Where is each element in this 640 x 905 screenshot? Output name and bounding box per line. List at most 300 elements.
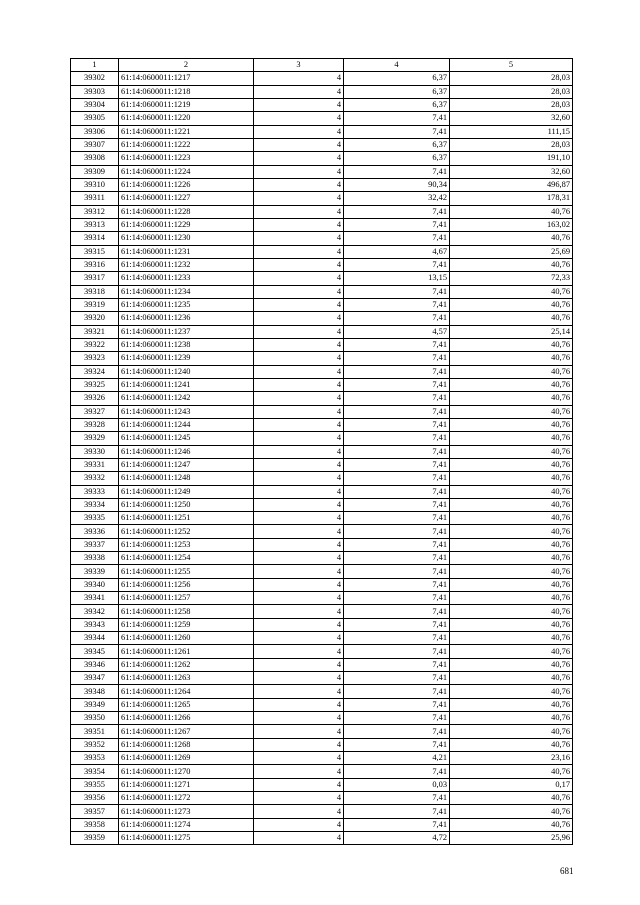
table-cell-col-5: 40,76	[450, 805, 573, 818]
table-cell-col-3: 4	[254, 698, 344, 711]
table-cell-col-2: 61:14:0600011:1260	[119, 632, 254, 645]
table-cell-col-3: 4	[254, 218, 344, 231]
table-cell-col-5: 40,76	[450, 538, 573, 551]
table-cell-col-2: 61:14:0600011:1264	[119, 685, 254, 698]
table-cell-col-2: 61:14:0600011:1244	[119, 418, 254, 431]
table-row	[71, 552, 573, 565]
table-cell-col-2: 61:14:0600011:1248	[119, 472, 254, 485]
table-cell-col-4: 7,41	[344, 405, 450, 418]
table-cell-col-2: 61:14:0600011:1220	[119, 112, 254, 125]
table-cell-col-3: 4	[254, 232, 344, 245]
table-cell-col-2: 61:14:0600011:1275	[119, 832, 254, 845]
table-cell-col-3: 4	[254, 72, 344, 85]
table-row	[71, 472, 573, 485]
table-cell-col-5: 40,76	[450, 418, 573, 431]
table-cell-col-5: 40,76	[450, 405, 573, 418]
table-row	[71, 832, 573, 845]
table-cell-col-4: 7,41	[344, 725, 450, 738]
table-row	[71, 352, 573, 365]
table-cell-col-3: 4	[254, 272, 344, 285]
table-cell-col-2: 61:14:0600011:1217	[119, 72, 254, 85]
table-cell-col-5: 40,76	[450, 485, 573, 498]
table-cell-col-5: 40,76	[450, 792, 573, 805]
table-row	[71, 792, 573, 805]
table-cell-col-1: 39336	[71, 525, 119, 538]
table-cell-col-5: 40,76	[450, 658, 573, 671]
table-cell-col-4: 6,37	[344, 72, 450, 85]
table-cell-col-4: 6,37	[344, 152, 450, 165]
table-cell-col-2: 61:14:0600011:1228	[119, 205, 254, 218]
table-cell-col-3: 4	[254, 312, 344, 325]
table-cell-col-1: 39334	[71, 498, 119, 511]
table-cell-col-4: 7,41	[344, 658, 450, 671]
table-row	[71, 525, 573, 538]
table-cell-col-2: 61:14:0600011:1251	[119, 512, 254, 525]
table-cell-col-1: 39314	[71, 232, 119, 245]
table-row	[71, 365, 573, 378]
table-cell-col-4: 7,41	[344, 392, 450, 405]
table-cell-col-1: 39310	[71, 178, 119, 191]
table-cell-col-4: 7,41	[344, 112, 450, 125]
table-cell-col-3: 4	[254, 632, 344, 645]
table-cell-col-2: 61:14:0600011:1262	[119, 658, 254, 671]
table-cell-col-1: 39303	[71, 85, 119, 98]
table-cell-col-3: 4	[254, 458, 344, 471]
table-row	[71, 152, 573, 165]
table-cell-col-3: 4	[254, 138, 344, 151]
table-cell-col-5: 40,76	[450, 685, 573, 698]
table-cell-col-4: 7,41	[344, 472, 450, 485]
table-cell-col-4: 7,41	[344, 258, 450, 271]
table-cell-col-4: 7,41	[344, 165, 450, 178]
table-cell-col-2: 61:14:0600011:1250	[119, 498, 254, 511]
table-cell-col-4: 7,41	[344, 285, 450, 298]
table-cell-col-2: 61:14:0600011:1223	[119, 152, 254, 165]
table-cell-col-5: 32,60	[450, 165, 573, 178]
table-cell-col-2: 61:14:0600011:1268	[119, 738, 254, 751]
table-cell-col-4: 7,41	[344, 485, 450, 498]
table-cell-col-4: 7,41	[344, 818, 450, 831]
table-cell-col-3: 4	[254, 525, 344, 538]
table-cell-col-3: 4	[254, 498, 344, 511]
table-row	[71, 818, 573, 831]
table-cell-col-3: 4	[254, 605, 344, 618]
table-cell-col-2: 61:14:0600011:1240	[119, 365, 254, 378]
table-cell-col-5: 40,76	[450, 712, 573, 725]
table-cell-col-5: 40,76	[450, 512, 573, 525]
table-cell-col-4: 7,41	[344, 552, 450, 565]
table-row	[71, 138, 573, 151]
table-row	[71, 605, 573, 618]
table-cell-col-4: 4,21	[344, 752, 450, 765]
table-cell-col-5: 40,76	[450, 578, 573, 591]
table-cell-col-3: 4	[254, 85, 344, 98]
table-cell-col-4: 7,41	[344, 498, 450, 511]
table-cell-col-5: 496,87	[450, 178, 573, 191]
table-row	[71, 218, 573, 231]
table-cell-col-1: 39320	[71, 312, 119, 325]
table-row	[71, 178, 573, 191]
table-cell-col-5: 40,76	[450, 392, 573, 405]
table-cell-col-2: 61:14:0600011:1271	[119, 778, 254, 791]
table-cell-col-4: 7,41	[344, 578, 450, 591]
table-cell-col-2: 61:14:0600011:1232	[119, 258, 254, 271]
table-cell-col-4: 4,72	[344, 832, 450, 845]
table-cell-col-2: 61:14:0600011:1274	[119, 818, 254, 831]
table-row	[71, 685, 573, 698]
table-cell-col-2: 61:14:0600011:1243	[119, 405, 254, 418]
table-cell-col-1: 39307	[71, 138, 119, 151]
table-cell-col-1: 39342	[71, 605, 119, 618]
table-cell-col-5: 40,76	[450, 458, 573, 471]
table-cell-col-2: 61:14:0600011:1253	[119, 538, 254, 551]
table-cell-col-3: 4	[254, 378, 344, 391]
table-row	[71, 805, 573, 818]
table-cell-col-2: 61:14:0600011:1236	[119, 312, 254, 325]
table-row	[71, 632, 573, 645]
table-cell-col-5: 40,76	[450, 765, 573, 778]
table-cell-col-1: 39355	[71, 778, 119, 791]
data-table	[70, 58, 573, 845]
table-cell-col-3: 4	[254, 152, 344, 165]
table-row	[71, 165, 573, 178]
table-cell-col-2: 61:14:0600011:1224	[119, 165, 254, 178]
table-cell-col-5: 40,76	[450, 365, 573, 378]
table-row	[71, 112, 573, 125]
table-cell-col-2: 61:14:0600011:1226	[119, 178, 254, 191]
table-cell-col-5: 40,76	[450, 618, 573, 631]
table-cell-col-1: 39323	[71, 352, 119, 365]
table-cell-col-1: 39341	[71, 592, 119, 605]
table-cell-col-1: 39329	[71, 432, 119, 445]
table-cell-col-3: 4	[254, 818, 344, 831]
table-cell-col-2: 61:14:0600011:1257	[119, 592, 254, 605]
table-cell-col-1: 39349	[71, 698, 119, 711]
table-cell-col-5: 40,76	[450, 565, 573, 578]
table-cell-col-1: 39312	[71, 205, 119, 218]
table-cell-col-5: 40,76	[450, 298, 573, 311]
table-cell-col-5: 40,76	[450, 445, 573, 458]
table-cell-col-1: 39344	[71, 632, 119, 645]
table-cell-col-4: 7,41	[344, 605, 450, 618]
table-cell-col-4: 7,41	[344, 792, 450, 805]
table-cell-col-4: 7,41	[344, 458, 450, 471]
table-cell-col-3: 4	[254, 98, 344, 111]
table-cell-col-2: 61:14:0600011:1252	[119, 525, 254, 538]
table-cell-col-5: 40,76	[450, 432, 573, 445]
table-cell-col-1: 39319	[71, 298, 119, 311]
table-cell-col-5: 40,76	[450, 232, 573, 245]
table-row	[71, 285, 573, 298]
table-cell-col-5: 40,76	[450, 525, 573, 538]
table-cell-col-2: 61:14:0600011:1229	[119, 218, 254, 231]
table-cell-col-3: 4	[254, 352, 344, 365]
table-cell-col-3: 4	[254, 752, 344, 765]
table-cell-col-1: 39350	[71, 712, 119, 725]
table-cell-col-5: 40,76	[450, 818, 573, 831]
table-cell-col-2: 61:14:0600011:1259	[119, 618, 254, 631]
table-cell-col-3: 4	[254, 658, 344, 671]
table-cell-col-1: 39309	[71, 165, 119, 178]
table-cell-col-5: 40,76	[450, 738, 573, 751]
table-cell-col-5: 0,17	[450, 778, 573, 791]
table-cell-col-4: 7,41	[344, 378, 450, 391]
table-cell-col-5: 40,76	[450, 312, 573, 325]
table-cell-col-3: 4	[254, 672, 344, 685]
table-cell-col-3: 4	[254, 778, 344, 791]
table-cell-col-2: 61:14:0600011:1231	[119, 245, 254, 258]
table-cell-col-1: 39302	[71, 72, 119, 85]
table-cell-col-4: 7,41	[344, 445, 450, 458]
table-cell-col-3: 4	[254, 192, 344, 205]
table-cell-col-2: 61:14:0600011:1230	[119, 232, 254, 245]
table-cell-col-3: 4	[254, 125, 344, 138]
table-cell-col-4: 7,41	[344, 632, 450, 645]
table-cell-col-5: 25,14	[450, 325, 573, 338]
table-cell-col-1: 39359	[71, 832, 119, 845]
table-row	[71, 765, 573, 778]
table-cell-col-3: 4	[254, 258, 344, 271]
table-cell-col-2: 61:14:0600011:1238	[119, 338, 254, 351]
table-row	[71, 392, 573, 405]
table-cell-col-4: 7,41	[344, 232, 450, 245]
table-cell-col-2: 61:14:0600011:1255	[119, 565, 254, 578]
table-row	[71, 565, 573, 578]
table-cell-col-1: 39347	[71, 672, 119, 685]
table-cell-col-1: 39327	[71, 405, 119, 418]
table-cell-col-2: 61:14:0600011:1254	[119, 552, 254, 565]
table-cell-col-5: 40,76	[450, 378, 573, 391]
table-row	[71, 72, 573, 85]
table-cell-col-3: 4	[254, 712, 344, 725]
table-cell-col-4: 0,03	[344, 778, 450, 791]
table-row	[71, 245, 573, 258]
table-cell-col-1: 39322	[71, 338, 119, 351]
table-cell-col-3: 4	[254, 112, 344, 125]
table-cell-col-3: 4	[254, 472, 344, 485]
table-cell-col-5: 40,76	[450, 698, 573, 711]
table-row	[71, 485, 573, 498]
table-cell-col-4: 7,41	[344, 352, 450, 365]
table-cell-col-4: 7,41	[344, 205, 450, 218]
table-cell-col-4: 4,67	[344, 245, 450, 258]
table-cell-col-5: 111,15	[450, 125, 573, 138]
table-cell-col-5: 23,16	[450, 752, 573, 765]
table-cell-col-5: 40,76	[450, 592, 573, 605]
table-row	[71, 205, 573, 218]
table-cell-col-4: 7,41	[344, 418, 450, 431]
table-cell-col-4: 7,41	[344, 338, 450, 351]
table-cell-col-1: 39338	[71, 552, 119, 565]
table-cell-col-5: 32,60	[450, 112, 573, 125]
table-cell-col-5: 40,76	[450, 645, 573, 658]
table-cell-col-5: 25,96	[450, 832, 573, 845]
table-cell-col-4: 7,41	[344, 698, 450, 711]
table-cell-col-2: 61:14:0600011:1235	[119, 298, 254, 311]
table-cell-col-1: 39353	[71, 752, 119, 765]
table-cell-col-4: 7,41	[344, 738, 450, 751]
table-row	[71, 658, 573, 671]
table-row	[71, 498, 573, 511]
table-cell-col-2: 61:14:0600011:1273	[119, 805, 254, 818]
table-cell-col-2: 61:14:0600011:1247	[119, 458, 254, 471]
table-cell-col-5: 40,76	[450, 258, 573, 271]
page-number: 681	[560, 866, 574, 876]
table-row	[71, 445, 573, 458]
table-cell-col-5: 40,76	[450, 498, 573, 511]
table-cell-col-2: 61:14:0600011:1222	[119, 138, 254, 151]
table-cell-col-5: 40,76	[450, 672, 573, 685]
table-row	[71, 698, 573, 711]
table-cell-col-5: 40,76	[450, 632, 573, 645]
table-cell-col-4: 7,41	[344, 592, 450, 605]
table-cell-col-1: 39328	[71, 418, 119, 431]
table-cell-col-1: 39337	[71, 538, 119, 551]
table-row	[71, 738, 573, 751]
table-cell-col-2: 61:14:0600011:1241	[119, 378, 254, 391]
table-cell-col-2: 61:14:0600011:1258	[119, 605, 254, 618]
table-cell-col-1: 39315	[71, 245, 119, 258]
table-cell-col-2: 61:14:0600011:1265	[119, 698, 254, 711]
table-cell-col-3: 4	[254, 738, 344, 751]
table-cell-col-4: 4,57	[344, 325, 450, 338]
table-cell-col-5: 178,31	[450, 192, 573, 205]
table-cell-col-2: 61:14:0600011:1246	[119, 445, 254, 458]
table-cell-col-1: 39346	[71, 658, 119, 671]
table-cell-col-4: 7,41	[344, 365, 450, 378]
table-row	[71, 672, 573, 685]
table-row	[71, 298, 573, 311]
table-cell-col-4: 7,41	[344, 712, 450, 725]
table-cell-col-1: 39352	[71, 738, 119, 751]
column-header-1: 1	[71, 59, 119, 72]
table-cell-col-5: 40,76	[450, 338, 573, 351]
table-cell-col-5: 25,69	[450, 245, 573, 258]
table-row	[71, 125, 573, 138]
table-cell-col-1: 39335	[71, 512, 119, 525]
table-cell-col-3: 4	[254, 645, 344, 658]
table-cell-col-2: 61:14:0600011:1227	[119, 192, 254, 205]
table-cell-col-3: 4	[254, 792, 344, 805]
table-cell-col-1: 39331	[71, 458, 119, 471]
table-row	[71, 192, 573, 205]
table-row	[71, 378, 573, 391]
table-cell-col-2: 61:14:0600011:1266	[119, 712, 254, 725]
table-row	[71, 312, 573, 325]
table-cell-col-1: 39306	[71, 125, 119, 138]
table-cell-col-5: 28,03	[450, 85, 573, 98]
column-header-2: 2	[119, 59, 254, 72]
table-cell-col-1: 39343	[71, 618, 119, 631]
table-cell-col-1: 39330	[71, 445, 119, 458]
table-row	[71, 778, 573, 791]
table-cell-col-4: 6,37	[344, 85, 450, 98]
table-cell-col-5: 40,76	[450, 605, 573, 618]
table-cell-col-3: 4	[254, 485, 344, 498]
table-cell-col-1: 39304	[71, 98, 119, 111]
table-cell-col-4: 90,34	[344, 178, 450, 191]
table-row	[71, 725, 573, 738]
table-cell-col-4: 32,42	[344, 192, 450, 205]
table-cell-col-3: 4	[254, 392, 344, 405]
table-cell-col-2: 61:14:0600011:1267	[119, 725, 254, 738]
table-cell-col-1: 39354	[71, 765, 119, 778]
table-row	[71, 338, 573, 351]
table-cell-col-3: 4	[254, 685, 344, 698]
table-cell-col-4: 7,41	[344, 512, 450, 525]
table-cell-col-4: 6,37	[344, 98, 450, 111]
table-cell-col-2: 61:14:0600011:1263	[119, 672, 254, 685]
table-cell-col-3: 4	[254, 405, 344, 418]
table-cell-col-2: 61:14:0600011:1219	[119, 98, 254, 111]
table-cell-col-3: 4	[254, 512, 344, 525]
table-cell-col-4: 7,41	[344, 685, 450, 698]
table-row	[71, 712, 573, 725]
table-cell-col-4: 7,41	[344, 312, 450, 325]
table-cell-col-1: 39311	[71, 192, 119, 205]
column-header-4: 4	[344, 59, 450, 72]
table-cell-col-1: 39339	[71, 565, 119, 578]
table-cell-col-1: 39332	[71, 472, 119, 485]
table-row	[71, 592, 573, 605]
table-cell-col-4: 7,41	[344, 538, 450, 551]
table-body	[71, 72, 573, 845]
table-cell-col-3: 4	[254, 165, 344, 178]
table-cell-col-1: 39326	[71, 392, 119, 405]
table-cell-col-1: 39357	[71, 805, 119, 818]
table-cell-col-5: 163,02	[450, 218, 573, 231]
table-cell-col-5: 40,76	[450, 352, 573, 365]
table-cell-col-1: 39325	[71, 378, 119, 391]
table-cell-col-2: 61:14:0600011:1261	[119, 645, 254, 658]
table-cell-col-3: 4	[254, 325, 344, 338]
column-header-5: 5	[450, 59, 573, 72]
table-cell-col-5: 28,03	[450, 98, 573, 111]
table-cell-col-1: 39348	[71, 685, 119, 698]
table-cell-col-5: 28,03	[450, 138, 573, 151]
table-cell-col-1: 39358	[71, 818, 119, 831]
table-cell-col-4: 7,41	[344, 618, 450, 631]
table-cell-col-3: 4	[254, 365, 344, 378]
table-cell-col-3: 4	[254, 832, 344, 845]
table-cell-col-2: 61:14:0600011:1272	[119, 792, 254, 805]
table-header-row	[71, 59, 573, 72]
table-cell-col-3: 4	[254, 805, 344, 818]
table-cell-col-1: 39356	[71, 792, 119, 805]
table-row	[71, 258, 573, 271]
table-cell-col-4: 7,41	[344, 525, 450, 538]
table-cell-col-3: 4	[254, 565, 344, 578]
table-cell-col-4: 7,41	[344, 672, 450, 685]
table-cell-col-4: 7,41	[344, 805, 450, 818]
table-cell-col-4: 7,41	[344, 645, 450, 658]
table-cell-col-5: 40,76	[450, 285, 573, 298]
table-row	[71, 418, 573, 431]
table-cell-col-2: 61:14:0600011:1239	[119, 352, 254, 365]
table-cell-col-1: 39318	[71, 285, 119, 298]
table-cell-col-1: 39313	[71, 218, 119, 231]
table-row	[71, 538, 573, 551]
table-cell-col-3: 4	[254, 178, 344, 191]
table-cell-col-5: 40,76	[450, 472, 573, 485]
table-row	[71, 432, 573, 445]
table-cell-col-5: 40,76	[450, 552, 573, 565]
table-cell-col-3: 4	[254, 765, 344, 778]
table-cell-col-2: 61:14:0600011:1234	[119, 285, 254, 298]
table-cell-col-1: 39324	[71, 365, 119, 378]
table-cell-col-3: 4	[254, 552, 344, 565]
table-cell-col-3: 4	[254, 578, 344, 591]
